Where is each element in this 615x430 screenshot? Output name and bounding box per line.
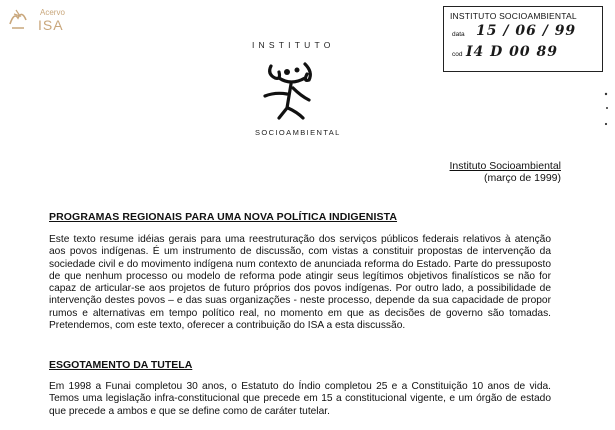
svg-text:ISA: ISA xyxy=(38,17,64,33)
margin-mark-icon xyxy=(600,90,612,130)
paragraph-intro: Este texto resume idéias gerais para uma reestruturação dos serviços públicos federais relativos à atenção aos povos indígenas. É um instrumento de discussão, com vistas a constituir propostas de intervenção da sociedade civil e do movimento indígena num contexto de anunciada reforma do Estado. Parte do pressuposto de que nenhum processo ou modelo de reforma pode atingir seus legítimos objetivos finalísticos se não for capaz de articular-se aos projetos de futuro próprios dos povos indígenas. Por outro lado, a possibilidade de intervenção destes povos – e das suas organizações - neste processo, depende da sua capacidade de propor rumos e alternativas em tempo político real, no momento em que as decisões de governo são tomadas. Pretendemos, com este texto, oferecer a contribuição do ISA a esta discussão. xyxy=(49,234,551,332)
section-heading: ESGOTAMENTO DA TUTELA xyxy=(49,359,193,371)
svg-text:Acervo: Acervo xyxy=(40,8,65,17)
acervo-isa-logo xyxy=(6,4,76,34)
isa-figure-logo-icon xyxy=(257,52,327,122)
document-title: PROGRAMAS REGIONAIS PARA UMA NOVA POLÍTICA INDIGENISTA xyxy=(49,211,398,223)
stamp-cod-value: I4 D 00 89 xyxy=(466,44,559,60)
archive-stamp xyxy=(443,6,603,72)
paragraph-tutela: Em 1998 a Funai completou 30 anos, o Estatuto do Índio completou 25 e a Constituição 10 anos de vida. Temos uma legislação infra-constitucional que precede em 15 a constitucional vigente, e um órgão de estado que precede a ambos e que se define como de caráter tutelar. xyxy=(49,381,551,417)
acervo-logo-icon xyxy=(6,4,76,34)
letterhead-bottom: SOCIOAMBIENTAL xyxy=(255,128,341,137)
stamp-cod-label: cod xyxy=(452,51,463,58)
signature-date: (março de 1999) xyxy=(483,172,561,184)
signature-block xyxy=(450,160,561,184)
signature-org: Instituto Socioambiental xyxy=(449,160,561,172)
stamp-data-label: data xyxy=(452,31,465,38)
stamp-data-value: 15 / 06 / 99 xyxy=(476,23,577,39)
stamp-header: INSTITUTO SOCIOAMBIENTAL xyxy=(450,11,577,21)
letterhead-top: INSTITUTO xyxy=(252,40,335,50)
